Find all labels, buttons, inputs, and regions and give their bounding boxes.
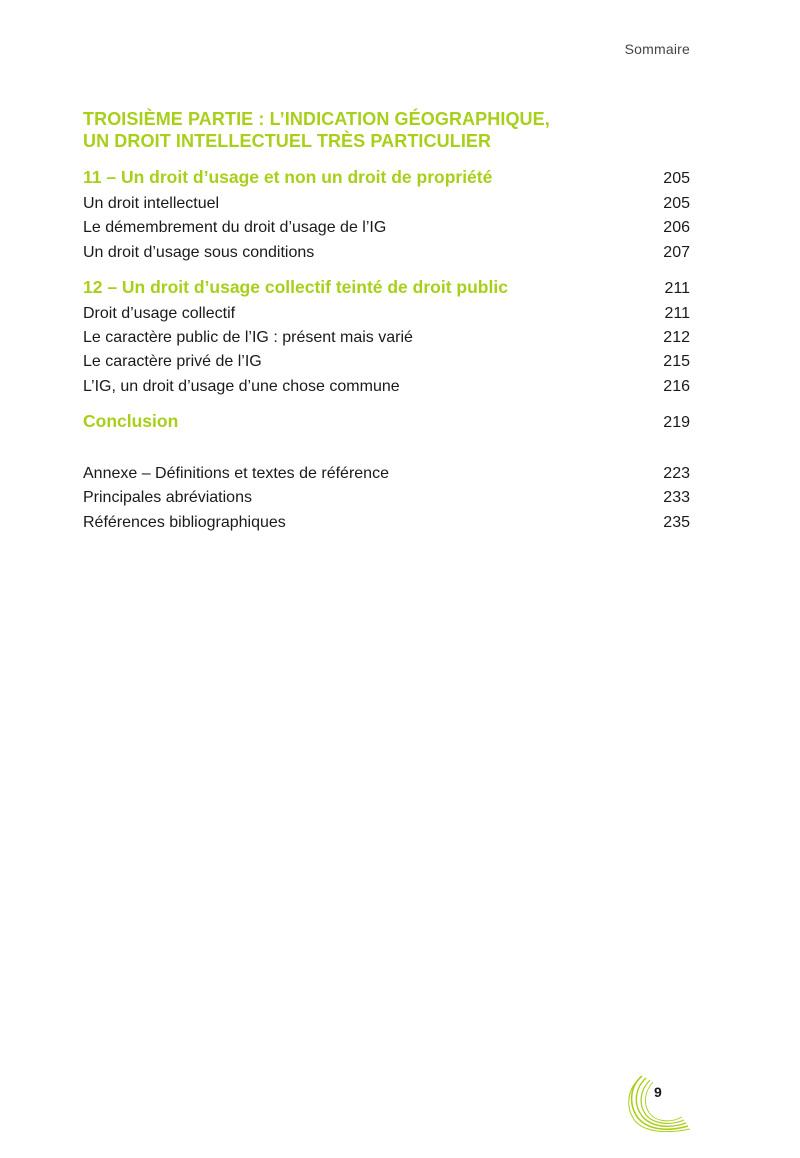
page-folio-number: 9 <box>654 1084 662 1100</box>
page-number: 206 <box>663 219 690 237</box>
toc-entry[interactable] <box>83 326 690 350</box>
chapter-heading[interactable] <box>83 408 690 436</box>
part-title <box>83 108 690 152</box>
page-number: 205 <box>663 195 690 212</box>
toc-entry[interactable] <box>83 486 690 510</box>
toc-entry[interactable] <box>83 216 690 240</box>
conclusion-section <box>83 408 690 436</box>
entry-title: Droit d’usage collectif <box>83 304 236 322</box>
entry-title: Un droit intellectuel <box>83 195 220 212</box>
entry-title: Le caractère privé de l’IG <box>83 353 262 371</box>
swirl-icon <box>622 1072 692 1132</box>
page-number: 215 <box>663 353 690 371</box>
part-title-line-1: TROISIÈME PARTIE : L’INDICATION GÉOGRAPHIQUE, <box>83 109 550 129</box>
toc-entry[interactable] <box>83 462 690 486</box>
table-of-contents <box>83 108 690 535</box>
page-number: 211 <box>664 279 690 297</box>
entry-title: Le démembrement du droit d’usage de l’IG <box>83 219 387 237</box>
chapter-title: 12 – Un droit d’usage collectif teinté de droit public <box>83 276 508 297</box>
toc-entry[interactable] <box>83 192 690 216</box>
annexes-list <box>83 462 690 535</box>
part-title-line-2: UN DROIT INTELLECTUEL TRÈS PARTICULIER <box>83 131 492 151</box>
entry-title: Annexe – Définitions et textes de référence <box>83 465 389 483</box>
page-number: 205 <box>663 170 690 187</box>
running-header: Sommaire <box>624 41 690 57</box>
toc-entry[interactable] <box>83 511 690 535</box>
page-number: 212 <box>663 329 690 347</box>
chapter-12 <box>83 274 690 399</box>
chapter-heading[interactable] <box>83 164 690 192</box>
page-number: 233 <box>663 489 690 507</box>
toc-entry[interactable] <box>83 302 690 326</box>
page-number: 216 <box>663 377 690 395</box>
chapter-11 <box>83 164 690 265</box>
chapter-title: Conclusion <box>83 411 179 432</box>
entry-title: Un droit d’usage sous conditions <box>83 243 315 261</box>
chapter-title: 11 – Un droit d’usage et non un droit de propriété <box>83 167 493 187</box>
page-number: 223 <box>663 465 690 483</box>
entry-title: L’IG, un droit d’usage d’une chose commune <box>83 377 400 395</box>
toc-entry[interactable] <box>83 350 690 374</box>
entry-title: Principales abréviations <box>83 489 252 507</box>
chapter-heading[interactable] <box>83 274 690 302</box>
page-number: 207 <box>663 243 690 261</box>
toc-entry[interactable] <box>83 241 690 265</box>
entry-title: Références bibliographiques <box>83 513 286 531</box>
page-number: 219 <box>663 414 690 432</box>
page-number: 211 <box>664 304 690 322</box>
entry-title: Le caractère public de l’IG : présent mais varié <box>83 329 413 347</box>
page-number: 235 <box>663 513 690 531</box>
toc-entry[interactable] <box>83 375 690 399</box>
